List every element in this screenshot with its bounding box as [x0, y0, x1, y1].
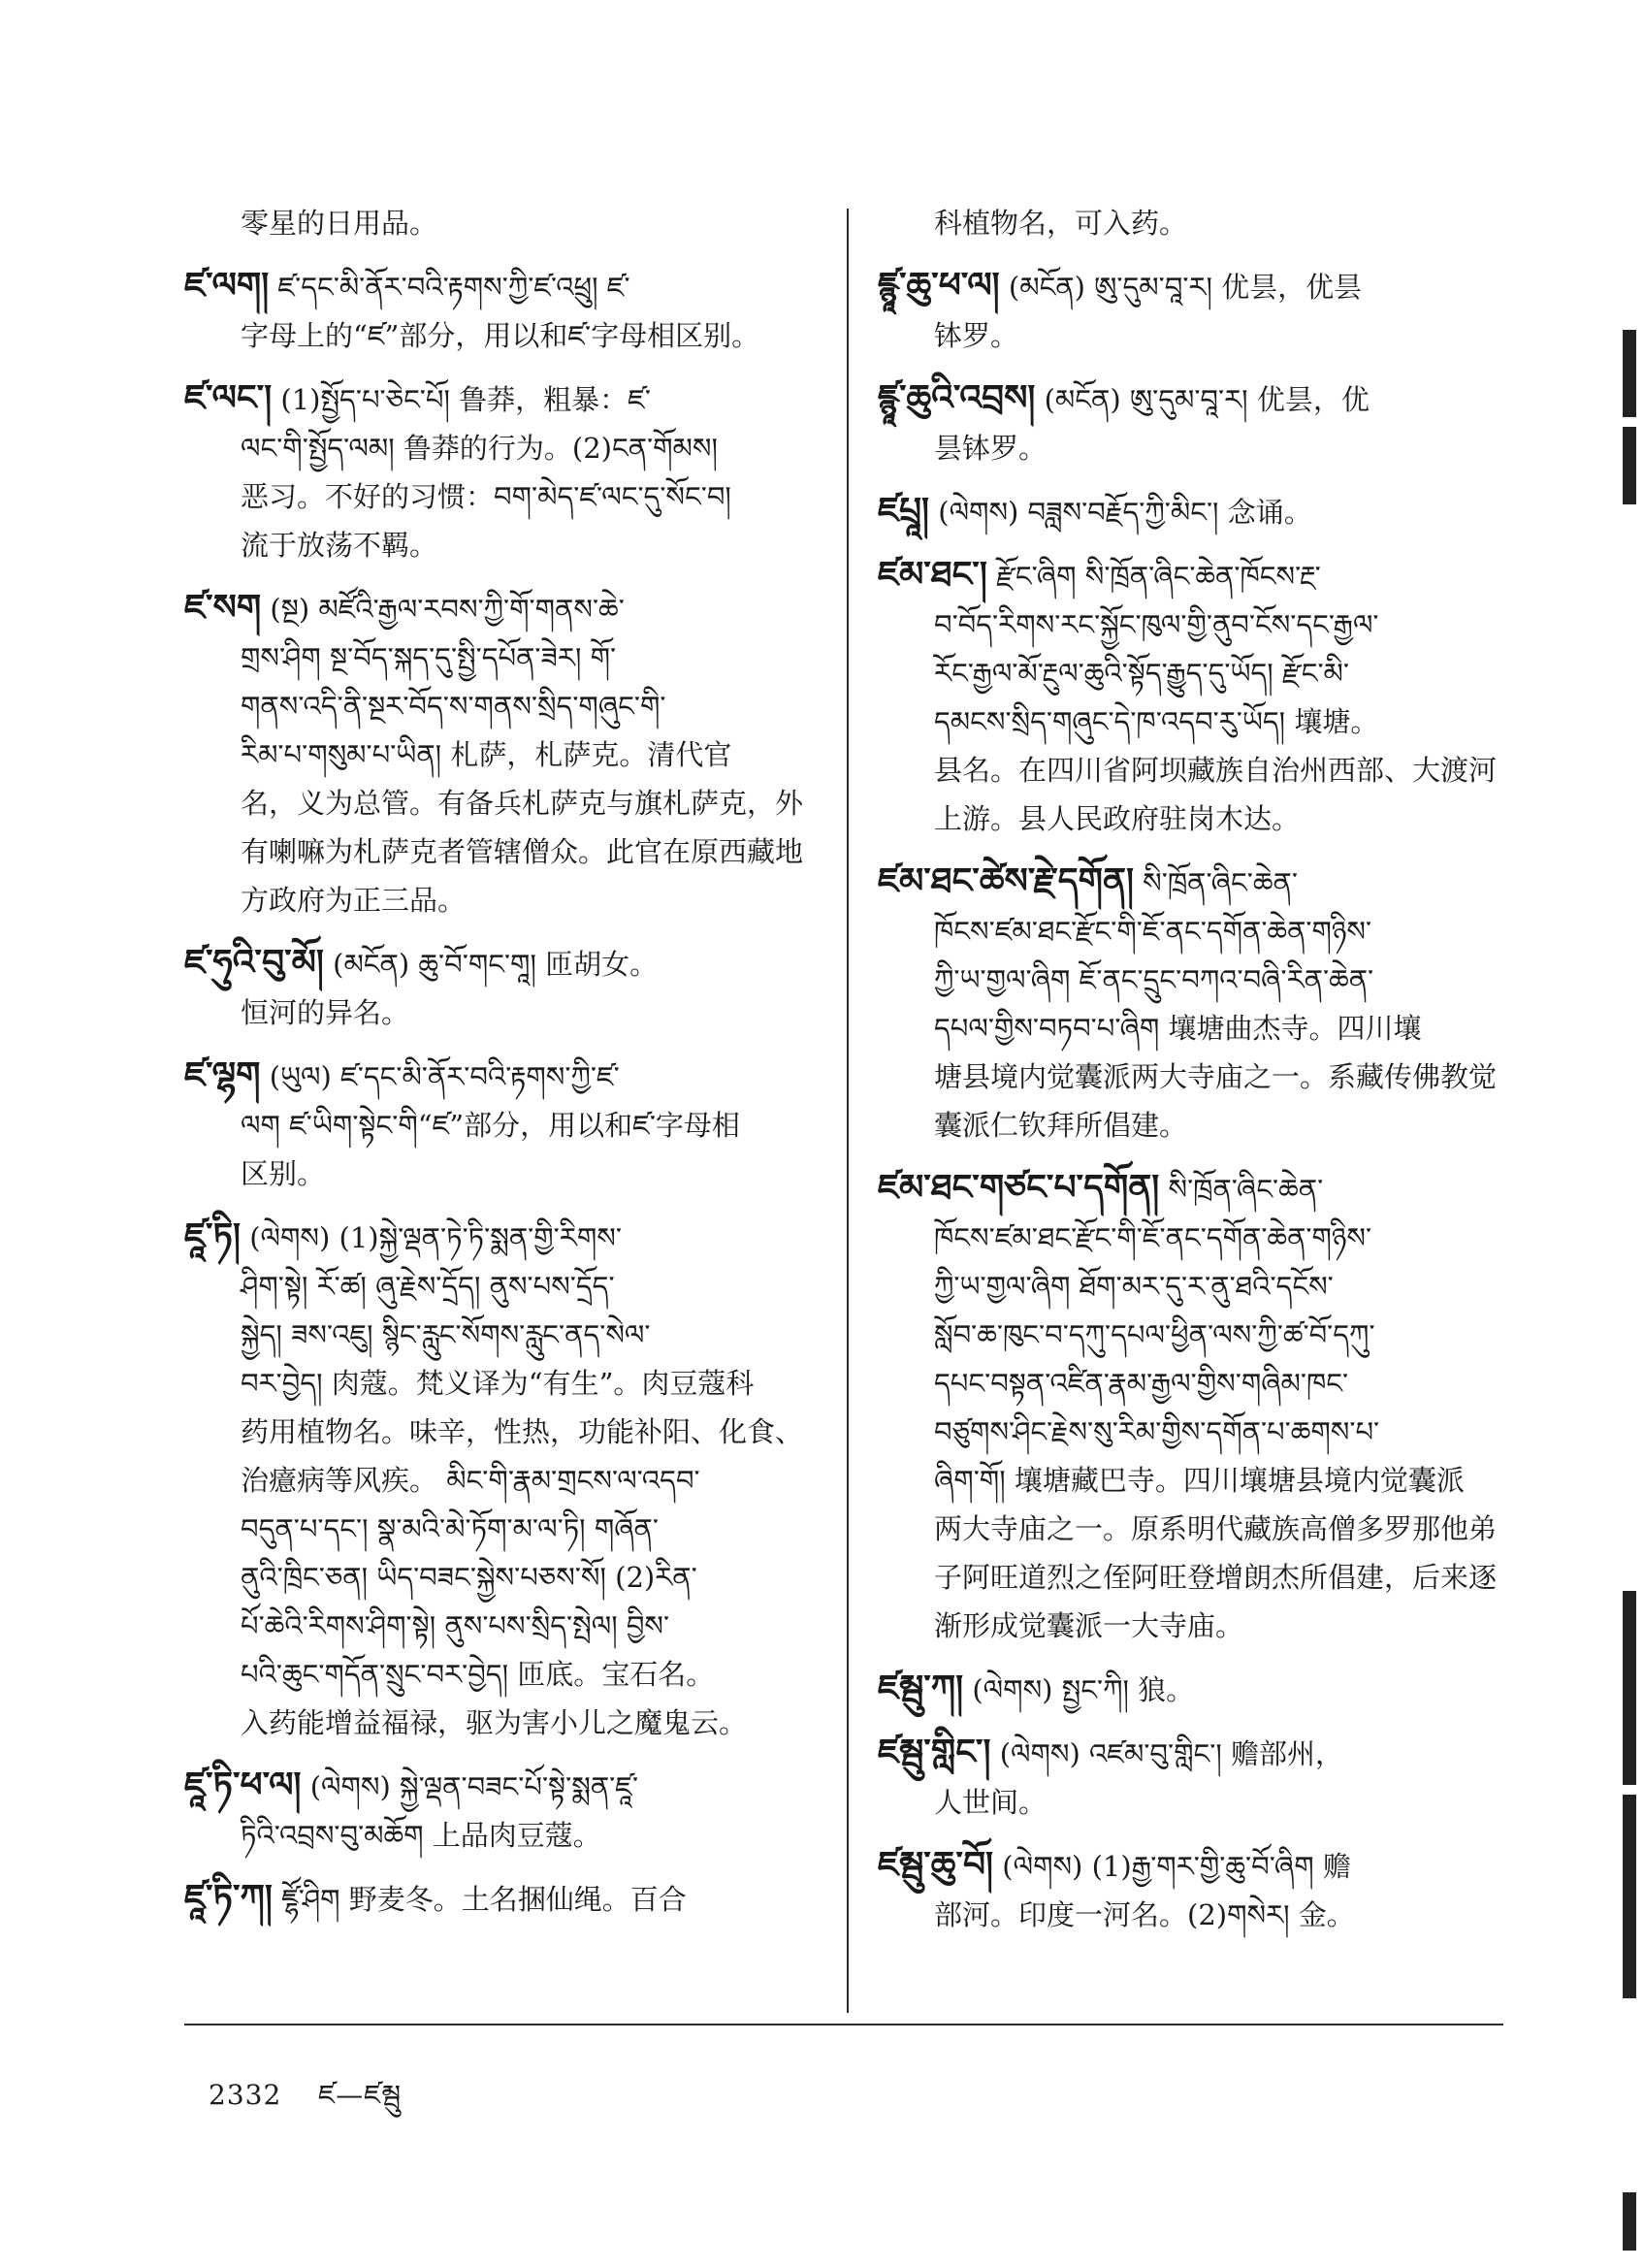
- dictionary-entry: [184, 1873, 834, 1924]
- entry-line: 入药能增益福禄，驱为害小儿之魔鬼云。: [241, 1706, 748, 1739]
- scan-mark: [1623, 330, 1636, 417]
- entry-line-row: [878, 1728, 1508, 1778]
- scan-mark: [1623, 427, 1636, 504]
- entry-line: 字母上的“ཛ”部分，用以和ཛ་字母相区别。: [241, 319, 760, 352]
- entry-line: བ་བོད་རིགས་རང་སྐྱོང་ཁུལ་གྱི་ནུབ་ངོས་དང་རྒྱལ་: [934, 608, 1379, 641]
- entry-line: (ལེགས) བཟླས་བརྗོད་ཀྱི་མིང་། 念诵。: [938, 496, 1312, 529]
- entry-line-row: [184, 1311, 834, 1359]
- entry-line: 部河。印度一河名。(2)གསེར། 金。: [934, 1898, 1355, 1931]
- dictionary-entry: [184, 938, 834, 1037]
- entry-line: 治癔病等风疾。 མིང་གི་རྣམ་གྲངས་ལ་འདབ་: [241, 1464, 700, 1497]
- entry-line: 恒河的异名。: [241, 996, 410, 1029]
- entry-headword: ཛཱ་ཏི།: [184, 1215, 241, 1256]
- entry-line-row: [184, 1811, 834, 1860]
- entry-line-row: [184, 1553, 834, 1602]
- entry-line: པའི་ཆུང་གདོན་སྲུང་བར་བྱེད། 匝底。宝石名。: [241, 1658, 715, 1691]
- entry-line-row: [184, 1359, 834, 1408]
- entry-line-row: [184, 1650, 834, 1699]
- entry-line: གྲས་ཤིག སྔ་བོད་སྐད་དུ་སྤྱི་དཔོན་ཟེར། གོ་: [241, 641, 617, 674]
- left-column: [184, 199, 834, 1937]
- entry-line-row: [878, 1840, 1508, 1891]
- dictionary-entry: [878, 373, 1508, 472]
- scan-mark: [1623, 2192, 1636, 2251]
- entry-headword: ཛ་ལྷག: [184, 1054, 261, 1095]
- entry-line: (ཡུལ) ཛ་དང་མི་ནོར་བའི་རྟགས་ཀྱི་ཛ་: [269, 1060, 620, 1093]
- entry-line-row: [184, 1505, 834, 1553]
- right-column: [878, 199, 1508, 1953]
- entry-line-row: [878, 600, 1508, 649]
- dictionary-entry: [878, 1728, 1508, 1827]
- entry-headword: ཛ་ལག།: [184, 265, 270, 306]
- entry-line: པོ་ཆེའི་རིགས་ཤིག་སྟེ། ནུས་པས་སྲིད་སྤེལ། བྱིས་: [241, 1609, 670, 1642]
- entry-line-row: [184, 1456, 834, 1505]
- entry-headword: ཛ་ཧུའི་བུ་མོ།: [184, 942, 324, 983]
- entry-line-row: [878, 1408, 1508, 1456]
- dictionary-entry: [184, 1212, 834, 1747]
- entry-line-row: [878, 1891, 1508, 1939]
- entry-line: (ལེགས) (1)རྒྱ་གར་གྱི་ཆུ་བོ་ཞིག 赡: [1002, 1850, 1351, 1883]
- footer-rule: [184, 2024, 1503, 2025]
- scan-mark: [1623, 1795, 1636, 1998]
- entry-headword: ཛམྦུ་གླིང་།: [878, 1732, 991, 1772]
- entry-headword: ཛམ་ཐང་གཙང་པ་དགོན།: [878, 1167, 1160, 1208]
- entry-line-row: [184, 261, 834, 311]
- entry-line: (མངོན) ཨུ་དུམ་བཱ་ར། 优昙，优: [1044, 383, 1370, 416]
- entry-line: བཙུགས་ཤིང་རྗེས་སུ་རིམ་གྱིས་དགོན་པ་ཆགས་པ་: [934, 1415, 1380, 1448]
- entry-line: རིམ་པ་གསུམ་པ་ཡིན། 札萨，札萨克。清代官: [241, 738, 732, 771]
- entry-headword: ཛ་ལང་།: [184, 377, 273, 418]
- entry-line: ཞིག་གོ། 壤塘藏巴寺。四川壤塘县境内觉囊派: [934, 1464, 1465, 1497]
- entry-line: བདུན་པ་དང་། སྣ་མའི་མེ་ཏོག་མ་ལ་ཏི། གཞོན་: [241, 1512, 659, 1545]
- entry-line: (མངོན) ཨུ་དུམ་བཱ་ར། 优昙，优昙: [1008, 271, 1363, 304]
- dictionary-entry: [878, 1840, 1508, 1939]
- entry-line: 昙钵罗。: [934, 432, 1048, 465]
- dictionary-entry: [878, 857, 1508, 1150]
- entry-line-row: [878, 907, 1508, 956]
- dictionary-entry: [878, 1664, 1508, 1714]
- entry-line-row: [878, 486, 1508, 536]
- entry-line-row: [184, 1602, 834, 1650]
- entry-line: རོང་རྒྱལ་མོ་རྔུལ་ཆུའི་སྟོད་རྒྱུད་དུ་ཡོད། རྫོང་མི་: [934, 657, 1349, 690]
- entry-line: ཏིའི་འབྲས་བུ་མཆོག 上品肉豆蔻。: [241, 1819, 601, 1852]
- entry-line-row: [878, 311, 1508, 360]
- entry-line-row: [878, 1778, 1508, 1827]
- dictionary-entry: [878, 261, 1508, 360]
- entry-headword: ཛཱ་ཏི་ཀ།: [184, 1877, 273, 1918]
- entry-line-row: [878, 550, 1508, 600]
- entry-line-row: [878, 1456, 1508, 1505]
- entry-line: ཁོངས་ཛམ་ཐང་རྫོང་གི་ཇོ་ནང་དགོན་ཆེན་གཉིས་: [934, 1221, 1372, 1254]
- dictionary-entry: [184, 583, 834, 924]
- entry-line-row: [184, 521, 834, 569]
- entry-line: ཀྱི་ཡ་གྱལ་ཞིག ཇོ་ནང་དྲུང་བཀའ་བཞི་རིན་ཆེན་: [934, 963, 1374, 996]
- entry-line-row: [184, 682, 834, 730]
- entry-line-row: [878, 746, 1508, 794]
- entry-line: ལང་གི་སྤྱོད་ལམ། 鲁莽的行为。(2)ངན་གོམས།: [241, 432, 718, 465]
- entry-headword: ཛམྦུ་ཀ།: [878, 1668, 964, 1708]
- entry-line: 县名。在四川省阿坝藏族自治州西部、大渡河: [934, 754, 1498, 787]
- entry-line: ལག ཛ་ཡིག་སྟེང་གི“ཛ”部分，用以和ཛ་字母相: [241, 1109, 740, 1142]
- entry-line-row: [184, 633, 834, 682]
- entry-line: རྫོང་ཞིག སི་ཁྲོན་ཞིང་ཆེན་ཁོངས་རྔ་: [996, 560, 1321, 593]
- entry-line: (སྔ) མཛོའི་རྒྱལ་རབས་ཀྱི་གོ་གནས་ཆེ་: [270, 593, 625, 626]
- dictionary-entry: [184, 1051, 834, 1198]
- dictionary-entry: [184, 1761, 834, 1860]
- entry-line-row: [184, 827, 834, 876]
- entry-line: ཤིག་སྟེ། རོ་ཚ། ཞུ་རྗེས་དྲོད། ནུས་པས་དྲོད་: [241, 1270, 615, 1303]
- dictionary-entry: [184, 373, 834, 569]
- dictionary-entry: [878, 550, 1508, 843]
- entry-line-row: [878, 649, 1508, 697]
- entry-line-row: [184, 1761, 834, 1811]
- entry-line: སི་ཁྲོན་ཞིང་ཆེན་: [1168, 1173, 1324, 1206]
- entry-line: 塘县境内觉囊派两大寺庙之一。系藏传佛教觉: [934, 1060, 1498, 1093]
- entry-line-row: [184, 938, 834, 988]
- entry-line: 渐形成觉囊派一大寺庙。: [934, 1609, 1244, 1642]
- entry-line-row: [184, 876, 834, 924]
- entry-line: 名，义为总管。有备兵札萨克与旗札萨克，外: [241, 787, 804, 820]
- entry-line: དམངས་སྲིད་གཞུང་དེ་ཁ་འདབ་རུ་ཡོད། 壤塘。: [934, 705, 1379, 738]
- entry-line: 药用植物名。味辛，性热，功能补阳、化食、: [241, 1415, 804, 1448]
- entry-line: (ལེགས) སྐྱེ་ལྡན་བཟང་པོ་སྟེ་སྨན་ཛཱ་: [309, 1770, 639, 1803]
- entry-line: 钵罗。: [934, 319, 1019, 352]
- page-footer: [209, 2064, 429, 2141]
- entry-line: 流于放荡不羁。: [241, 529, 438, 562]
- entry-line: 囊派仁钦拜所倡建。: [934, 1109, 1188, 1142]
- entry-line-row: [184, 583, 834, 633]
- entry-line-row: [184, 1873, 834, 1924]
- entry-line-row: [184, 1699, 834, 1747]
- continued-text: 科植物名，可入药。: [934, 207, 1188, 240]
- scan-edge-marks: [1605, 0, 1644, 2268]
- entry-line-row: [184, 373, 834, 424]
- entry-line: དཔང་བསྟན་འཛིན་རྣམ་རྒྱལ་གྱིས་གཞིམ་ཁང་: [934, 1367, 1349, 1400]
- entry-line: 有喇嘛为札萨克者管辖僧众。此官在原西藏地: [241, 835, 804, 868]
- entry-line: ཛྷོ་ཤིག 野麦冬。土名捆仙绳。百合: [281, 1883, 687, 1916]
- page-number: 2332: [209, 2079, 282, 2111]
- continued-text: 零星的日用品。: [241, 207, 438, 240]
- entry-line: བར་བྱེད། 肉蔻。梵义译为“有生”。肉豆蔻科: [241, 1367, 755, 1400]
- entry-line-row: [184, 1262, 834, 1311]
- entry-headword: ཛམ་ཐང་ཚེས་རྗེ་དགོན།: [878, 860, 1134, 901]
- entry-line: 上游。县人民政府驻岗木达。: [934, 802, 1301, 835]
- entry-line-row: [878, 1553, 1508, 1602]
- entry-headword: ཛམྦུ་ཆུ་བོ།: [878, 1844, 994, 1885]
- scan-mark: [1623, 1591, 1636, 1785]
- entry-line-row: [184, 311, 834, 360]
- entry-line: 区别。: [241, 1157, 326, 1190]
- entry-line-row: [878, 857, 1508, 907]
- entry-headword: ཛ་སག: [184, 587, 262, 628]
- entry-line-row: [184, 988, 834, 1037]
- entry-line: (མངོན) ཆུ་བོ་གང་གཱ། 匝胡女。: [333, 948, 659, 981]
- entry-line: (ལེགས) སྤྱང་ཀི། 狼。: [972, 1673, 1195, 1706]
- entry-line-row: [184, 1408, 834, 1456]
- entry-line-row: [878, 1101, 1508, 1150]
- entry-line: གནས་འདི་ནི་སྔར་བོད་ས་གནས་སྲིད་གཞུང་གི་: [241, 690, 666, 723]
- entry-line-row: [878, 1359, 1508, 1408]
- entry-line-row: [878, 373, 1508, 424]
- entry-line-row: [878, 1004, 1508, 1053]
- entry-line-row: [184, 1212, 834, 1262]
- entry-line-row: [878, 1602, 1508, 1650]
- entry-line-row: [184, 472, 834, 521]
- entry-line: ནུའི་ཁྲིང་ཅན། ཡིད་བཟང་སྐྱེས་པཅས་སོ། (2)རིན་: [241, 1561, 697, 1594]
- entry-line: (ལེགས) (1)སྐྱེ་ལྡན་ཏེ་ཏི་སྨན་གྱི་རིགས་: [249, 1221, 622, 1254]
- entry-line-row: [184, 424, 834, 472]
- entry-line-row: [878, 1505, 1508, 1553]
- entry-line: ཛ་དང་མི་ནོར་བའི་རྟགས་ཀྱི་ཛ་འཕྲུ། ཛ་: [277, 271, 630, 304]
- entry-line: སི་ཁྲོན་ཞིང་ཆེན་: [1143, 866, 1298, 899]
- entry-headword: ཛམ་ཐང་།: [878, 554, 987, 595]
- entry-headword: ཛྙཱ་ཆུ་ཕ་ལ།: [878, 265, 1000, 306]
- entry-line-row: [878, 1664, 1508, 1714]
- entry-line: 子阿旺道烈之侄阿旺登增朗杰所倡建，后来逐: [934, 1561, 1498, 1594]
- entry-line-row: [184, 1051, 834, 1101]
- entry-line-row: [184, 730, 834, 779]
- entry-line-row: [184, 1150, 834, 1198]
- entry-line: ཁོངས་ཛམ་ཐང་རྫོང་གི་ཇོ་ནང་དགོན་ཆེན་གཉིས་: [934, 915, 1372, 948]
- column-divider: [847, 209, 849, 2013]
- entry-line-row: [878, 424, 1508, 472]
- entry-line: སྐྱེད། ཟས་འཇུ། སྙིང་རླུང་སོགས་རླུང་ནད་སེལ་: [241, 1318, 651, 1351]
- entry-line-row: [878, 261, 1508, 311]
- entry-line: 人世间。: [934, 1786, 1048, 1819]
- entry-headword: ཛཔྲཱ།: [878, 490, 930, 531]
- entry-line-row: [878, 697, 1508, 746]
- entry-headword: ཛཱ་ཏི་ཕ་ལ།: [184, 1765, 302, 1805]
- entry-line: (ལེགས) འཛམ་བུ་གླིང་། 赡部州，: [999, 1737, 1343, 1770]
- entry-line: 恶习。不好的习惯：བག་མེད་ཛ་ལང་དུ་སོང་བ།: [241, 480, 731, 513]
- entry-line-row: [878, 1163, 1508, 1214]
- entry-line-row: [878, 956, 1508, 1004]
- entry-line-row: [878, 1053, 1508, 1101]
- dictionary-entry: [184, 261, 834, 360]
- entry-headword: ཛྙཱ་ཆུའི་འབྲས།: [878, 377, 1036, 418]
- entry-line: དཔལ་གྱིས་བཏབ་པ་ཞིག 壤塘曲杰寺。四川壤: [934, 1012, 1422, 1045]
- dictionary-entry: [878, 1163, 1508, 1650]
- entry-line-row: [184, 1101, 834, 1150]
- entry-line: 方政府为正三品。: [241, 884, 467, 917]
- entry-line: 两大寺庙之一。原系明代藏族高僧多罗那他弟: [934, 1512, 1498, 1545]
- entry-line-row: [184, 779, 834, 827]
- entry-line-row: [878, 1214, 1508, 1262]
- entry-line: སློབ་ཆ་ཁུང་བ་དཀུ་དཔལ་ཕྱིན་ལས་ཀྱི་ཚ་བོ་དཀུ་: [934, 1318, 1375, 1351]
- dictionary-entry: [878, 486, 1508, 536]
- entry-line: (1)སྤྱོད་པ་ཅེང་པོ། 鲁莽，粗暴：ཛ་: [280, 383, 651, 416]
- entry-line-row: [878, 1311, 1508, 1359]
- entry-line-row: [878, 794, 1508, 843]
- entry-line: ཀྱི་ཡ་གྱལ་ཞིག ཐོག་མར་དུ་ར་ནུ་ཐའི་དངོས་: [934, 1270, 1334, 1303]
- page-range: ཛ—ཛམྦུ: [318, 2079, 402, 2111]
- entry-line-row: [878, 1262, 1508, 1311]
